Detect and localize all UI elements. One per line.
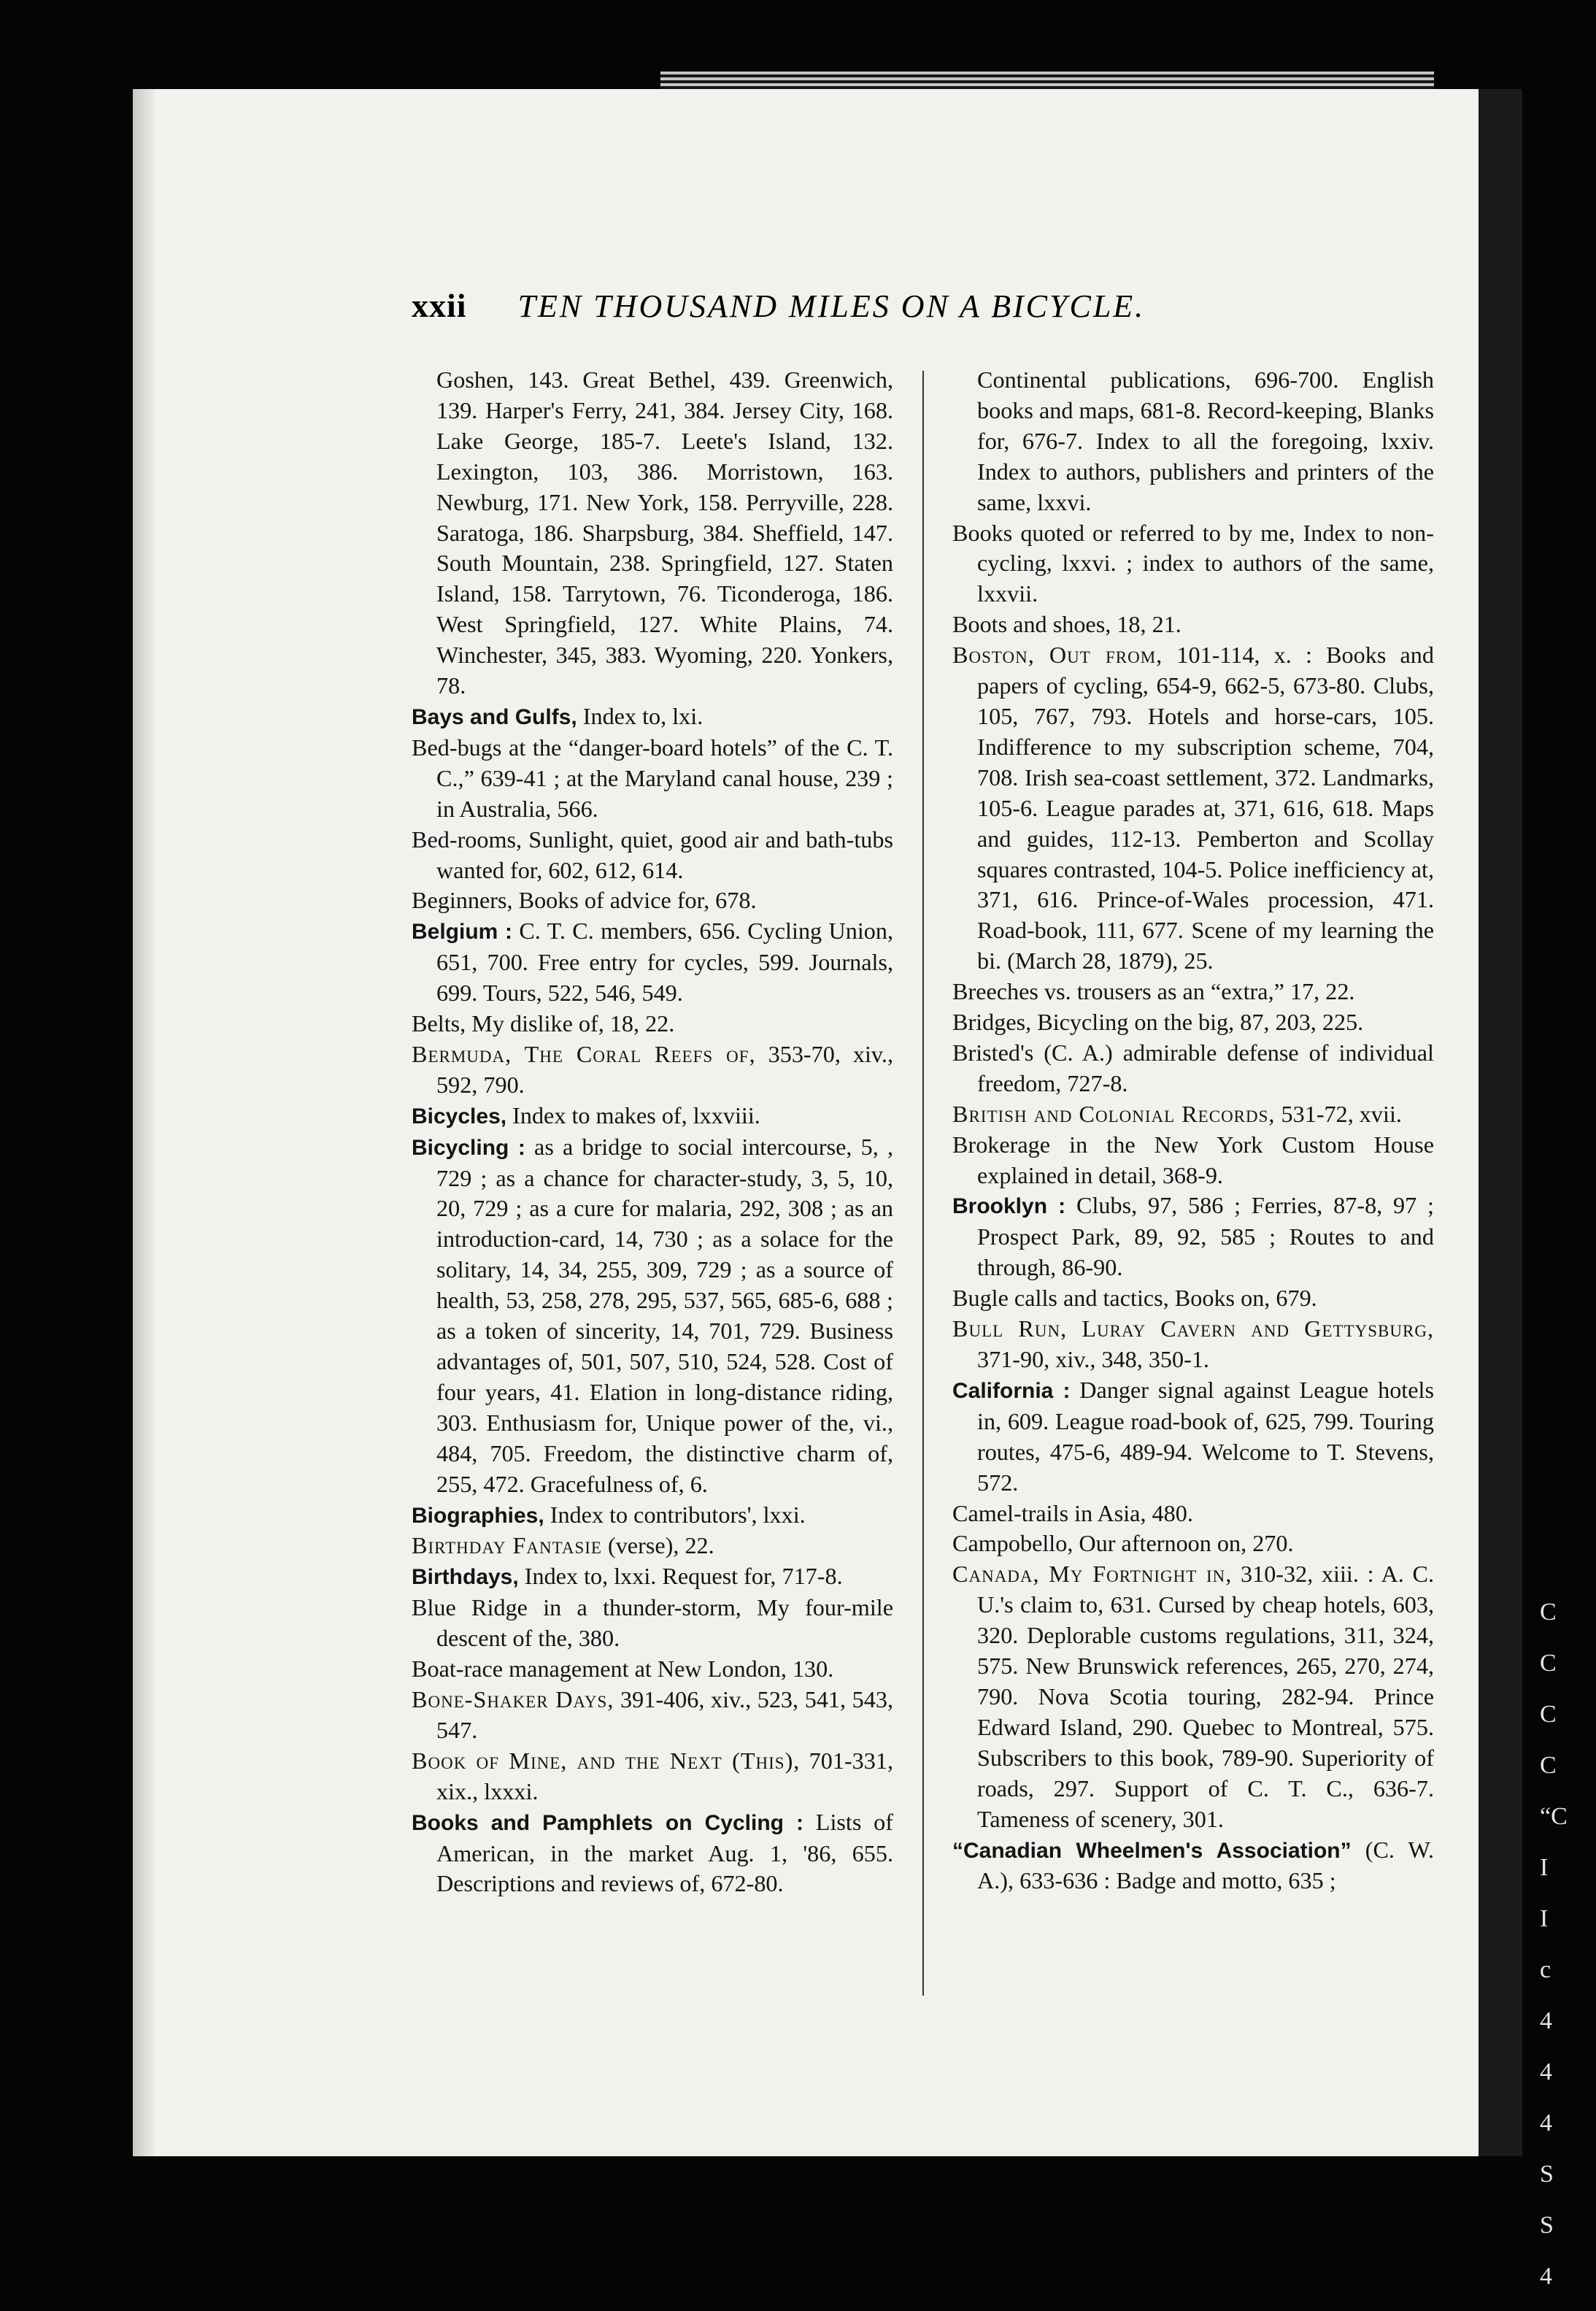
entry-heading: Bull Run, Luray Cavern and Gettysburg, bbox=[952, 1315, 1434, 1342]
entry-text: 101-114, x. : Books and papers of cycling, 654-9, 662-5, 673-80. Clubs, 105, 767, 793. Hotels and horse-cars, 105. Indifference to my subscription scheme, 704, 708. Irish sea-coast settlement, 372. Landmarks, 105-6. League parades at, 371, 616, 618. Maps and guides, 112-13. Pemberton and Scollay squares contrasted, 104-5. Police inefficiency at, 371, 616. Prince-of-Wales procession, 471. Road-book, 111, 677. Scene of my learning the bi. (March 28, 1879), 25. bbox=[977, 642, 1434, 974]
entry-text: Bristed's (C. A.) admirable defense of individual freedom, 727-8. bbox=[952, 1039, 1434, 1096]
entry-text: 310-32, xiii. : A. C. U.'s claim to, 631. Cursed by cheap hotels, 603, 320. Deplorable customs regulations, 311, 324, 575. New Brunswick references, 265, 270, 274, 790. Nova Scotia touring, 282-94. Prince Edward Island, 290. Quebec to Montreal, 575. Subscribers to this book, 789-90. Superiority of roads, 297. Support of C. T. C., 636-7. Tameness of scenery, 301. bbox=[977, 1561, 1434, 1832]
entry-text: 371-90, xiv., 348, 350-1. bbox=[977, 1346, 1209, 1372]
facing-page-letter: 4 bbox=[1540, 2263, 1552, 2290]
index-entry bbox=[412, 1807, 893, 1900]
index-entry bbox=[952, 1314, 1434, 1375]
facing-page-letter: S bbox=[1540, 2212, 1554, 2239]
page-number: xxii bbox=[412, 287, 467, 324]
entry-heading: “Canadian Wheelmen's Association” bbox=[952, 1838, 1352, 1863]
entry-text: as a bridge to social intercourse, 5, , 729 ; as a chance for character-study, 3, 5, 10, 20, 729 ; as a cure for malaria, 292, 308 ; as an introduction-card, 14, 730 ; as a solace for the solitary, 14, 34, 255, 309, 729 ; as a source of health, 53, 258, 278, 295, 537, 565, 685-6, 688 ; as a token of sincerity, 14, 701, 729. Business advantages of, 501, 507, 510, 524, 528. Cost of four years, 41. Elation in long-distance riding, 303. Enthusiasm for, Unique power of the, vi., 484, 705. Freedom, the distinctive charm of, 255, 472. Gracefulness of, 6. bbox=[436, 1133, 893, 1497]
index-entry bbox=[412, 1685, 893, 1746]
running-title: TEN THOUSAND MILES ON A BICYCLE. bbox=[517, 288, 1146, 324]
index-entry bbox=[412, 1101, 893, 1132]
index-entry bbox=[952, 610, 1434, 640]
entry-text: 531-72, xvii. bbox=[1275, 1100, 1402, 1127]
entry-heading: Books and Pamphlets on Cycling : bbox=[412, 1810, 804, 1835]
index-entry bbox=[412, 1746, 893, 1807]
entry-heading: Boston, Out from, bbox=[952, 642, 1163, 669]
facing-page-letter: I bbox=[1540, 1905, 1549, 1932]
entry-heading: Bicycles, bbox=[412, 1104, 507, 1128]
index-entry bbox=[412, 1500, 893, 1531]
entry-text: Index to makes of, lxxviii. bbox=[506, 1101, 760, 1128]
index-column-right bbox=[952, 365, 1434, 1896]
index-entry bbox=[412, 1132, 893, 1500]
index-entry bbox=[952, 1283, 1434, 1314]
entry-text: Belts, My dislike of, 18, 22. bbox=[412, 1010, 675, 1037]
entry-text: Index to, lxi. bbox=[577, 702, 703, 729]
entry-text: Campobello, Our afternoon on, 270. bbox=[952, 1530, 1294, 1557]
index-entry bbox=[412, 365, 893, 701]
entry-text: Bridges, Bicycling on the big, 87, 203, 225. bbox=[952, 1009, 1364, 1036]
facing-page-letter: C bbox=[1540, 1701, 1557, 1728]
index-entry bbox=[412, 1593, 893, 1654]
index-entry bbox=[952, 1499, 1434, 1529]
index-entry bbox=[952, 1130, 1434, 1191]
entry-heading: British and Colonial Records, bbox=[952, 1100, 1276, 1127]
facing-page-letter: C bbox=[1540, 1650, 1557, 1677]
entry-text: Bed-bugs at the “danger-board hotels” of the C. T. C.,” 639-41 ; at the Maryland canal house, 239 ; in Australia, 566. bbox=[412, 734, 893, 822]
entry-text: Beginners, Books of advice for, 678. bbox=[412, 887, 757, 914]
entry-text: 391-406, xiv., 523, 541, 543, 547. bbox=[436, 1685, 893, 1743]
entry-text: Index to contributors', lxxi. bbox=[544, 1501, 806, 1528]
entry-text: 353-70, xiv., 592, 790. bbox=[436, 1040, 893, 1098]
entry-text: Boat-race management at New London, 130. bbox=[412, 1656, 834, 1683]
facing-page-letter: “C bbox=[1540, 1803, 1568, 1830]
index-entry bbox=[412, 733, 893, 825]
facing-page-letter: 4 bbox=[1540, 2110, 1552, 2137]
entry-heading: Canada, My Fortnight in, bbox=[952, 1561, 1233, 1588]
entry-text: (verse), 22. bbox=[601, 1532, 714, 1559]
facing-page-letter: C bbox=[1540, 1599, 1557, 1626]
index-column-left bbox=[412, 365, 893, 1899]
entry-text: 701-331, xix., lxxxi. bbox=[436, 1747, 893, 1804]
entry-heading: Brooklyn : bbox=[952, 1194, 1066, 1219]
index-entry bbox=[952, 977, 1434, 1007]
entry-text: Books quoted or referred to by me, Index to non-cycling, lxxvi. ; index to authors of the same, lxxvii. bbox=[952, 519, 1434, 607]
index-entry bbox=[412, 885, 893, 916]
index-entry bbox=[412, 1039, 893, 1101]
index-entry bbox=[952, 1191, 1434, 1283]
index-entry bbox=[952, 365, 1434, 518]
index-entry bbox=[952, 1007, 1434, 1038]
entry-heading: Biographies, bbox=[412, 1503, 544, 1528]
facing-page-letter: C bbox=[1540, 1752, 1557, 1779]
index-entry bbox=[412, 825, 893, 886]
entry-heading: Bone-Shaker Days, bbox=[412, 1685, 614, 1712]
entry-text: Blue Ridge in a thunder-storm, My four-mile descent of the, 380. bbox=[412, 1594, 893, 1652]
index-entry bbox=[412, 701, 893, 733]
page-gutter-shadow bbox=[133, 89, 155, 2156]
entry-text: Breeches vs. trousers as an “extra,” 17, 22. bbox=[952, 978, 1355, 1005]
running-header bbox=[412, 286, 1316, 337]
entry-heading: Birthday Fantasie bbox=[412, 1532, 602, 1559]
entry-text: Index to, lxxi. Request for, 717-8. bbox=[518, 1563, 843, 1590]
entry-text: Clubs, 97, 586 ; Ferries, 87-8, 97 ; Prospect Park, 89, 92, 585 ; Routes to and through, 86-90. bbox=[977, 1192, 1434, 1281]
index-entry bbox=[952, 640, 1434, 977]
entry-text: Bed-rooms, Sunlight, quiet, good air and bath-tubs wanted for, 602, 612, 614. bbox=[412, 826, 893, 883]
entry-text: Danger signal against League hotels in, 609. League road-book of, 625, 799. Touring routes, 475-6, 489-94. Welcome to T. Stevens, 572. bbox=[977, 1376, 1434, 1496]
entry-heading: Birthdays, bbox=[412, 1565, 519, 1590]
index-entry bbox=[952, 1375, 1434, 1499]
index-entry bbox=[952, 518, 1434, 610]
facing-page-letter: 4 bbox=[1540, 2007, 1552, 2034]
entry-text: Goshen, 143. Great Bethel, 439. Greenwich, 139. Harper's Ferry, 241, 384. Jersey City, 168. Lake George, 185-7. Leete's Island, 132. Lexington, 103, 386. Morristown, 163. Newburg, 171. New York, 158. Perryville, 228. Saratoga, 186. Sharpsburg, 384. Sheffield, 147. South Mountain, 238. Springfield, 127. Staten Island, 158. Tarrytown, 76. Ticonderoga, 186. West Springfield, 127. White Plains, 74. Winchester, 345, 383. Wyoming, 220. Yonkers, 78. bbox=[436, 366, 893, 699]
entry-text: C. T. C. members, 656. Cycling Union, 651, 700. Free entry for cycles, 599. Journals, 699. Tours, 522, 546, 549. bbox=[436, 918, 893, 1007]
entry-text: Brokerage in the New York Custom House explained in detail, 368-9. bbox=[952, 1131, 1434, 1188]
index-entry bbox=[412, 1009, 893, 1039]
index-entry bbox=[412, 1531, 893, 1561]
entry-text: Boots and shoes, 18, 21. bbox=[952, 611, 1181, 638]
facing-page-letter: 4 bbox=[1540, 2058, 1552, 2085]
index-entry bbox=[952, 1529, 1434, 1559]
entry-text: Lists of American, in the market Aug. 1, '86, 655. Descriptions and reviews of, 672-80. bbox=[436, 1808, 893, 1897]
entry-heading: Belgium : bbox=[412, 920, 512, 945]
facing-page-letter: S bbox=[1540, 2161, 1554, 2188]
index-entry bbox=[952, 1835, 1434, 1897]
entry-text: (C. W. A.), 633-636 : Badge and motto, 635 ; bbox=[977, 1836, 1434, 1894]
entry-heading: Bicycling : bbox=[412, 1135, 525, 1160]
entry-heading: California : bbox=[952, 1378, 1071, 1403]
entry-heading: Bermuda, The Coral Reefs of, bbox=[412, 1040, 756, 1067]
entry-text: Camel-trails in Asia, 480. bbox=[952, 1499, 1193, 1526]
facing-page-letter: I bbox=[1540, 1854, 1549, 1881]
entry-text: Bugle calls and tactics, Books on, 679. bbox=[952, 1285, 1317, 1312]
index-entry bbox=[952, 1559, 1434, 1834]
index-entry bbox=[412, 1654, 893, 1685]
entry-heading: Book of Mine, and the Next (This), bbox=[412, 1747, 801, 1774]
index-entry bbox=[412, 916, 893, 1009]
index-entry bbox=[952, 1038, 1434, 1099]
column-divider bbox=[922, 371, 924, 1996]
entry-text: Continental publications, 696-700. English books and maps, 681-8. Record-keeping, Blanks for, 676-7. Index to all the foregoing, lxxiv. Index to authors, publishers and printers of the same, lxxvi. bbox=[977, 366, 1434, 515]
facing-page-letter: c bbox=[1540, 1956, 1551, 1983]
index-entry bbox=[952, 1099, 1434, 1130]
index-entry bbox=[412, 1561, 893, 1593]
entry-heading: Bays and Gulfs, bbox=[412, 704, 577, 729]
